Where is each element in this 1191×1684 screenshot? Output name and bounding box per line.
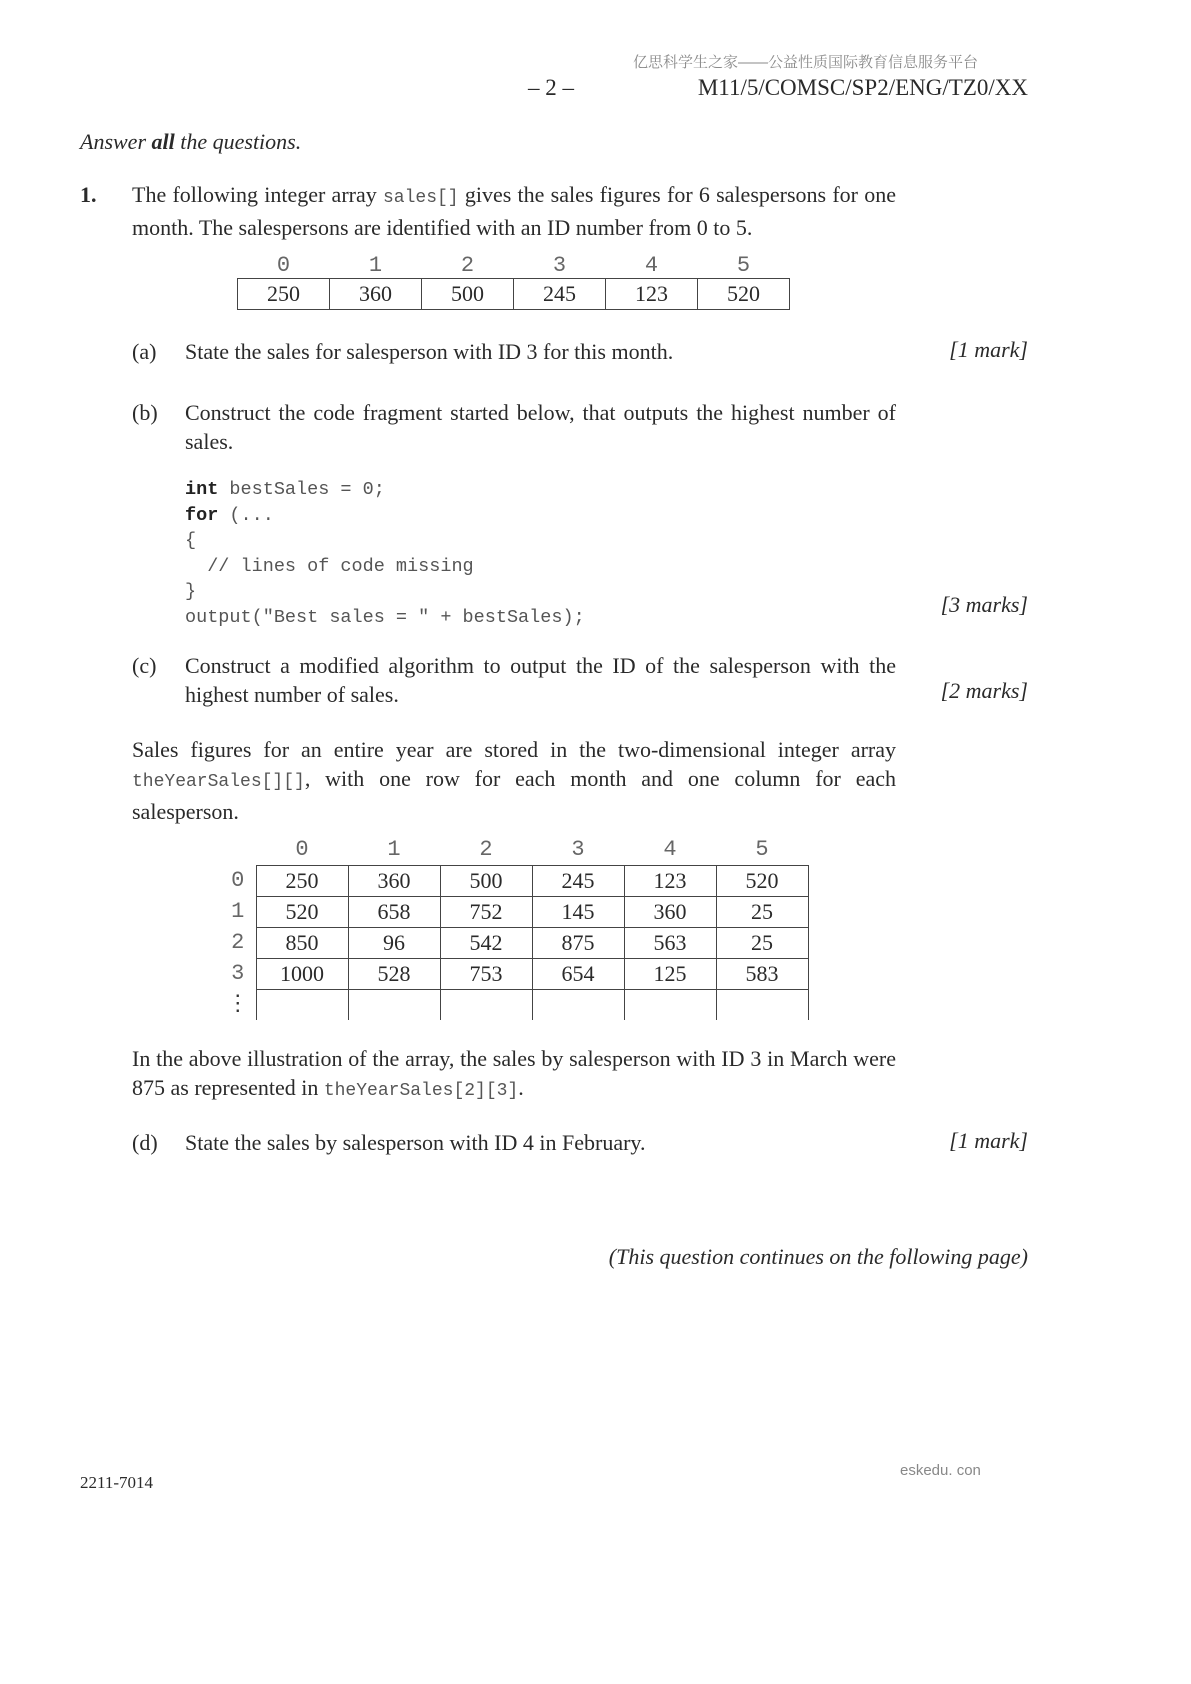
year-column-index: 3: [571, 837, 585, 863]
part-a-mark: [1 mark]: [949, 337, 1028, 362]
year-cell: 563: [624, 927, 716, 958]
year-column-index: 5: [755, 837, 769, 863]
year-cell: 658: [348, 896, 440, 927]
year-cell: 542: [440, 927, 532, 958]
part-c-text: Construct a modified algorithm to output the ID of the salesperson with the highest number of sales.: [185, 653, 896, 707]
year-cell: 753: [440, 958, 532, 989]
code-line-1-rest: bestSales = 0;: [218, 479, 385, 500]
paper-code: 2211-7014: [80, 1473, 154, 1492]
year-row: [220, 958, 808, 989]
year-sales-table: [220, 835, 809, 1020]
year-row-index: 1: [231, 899, 245, 924]
code-line-3: {: [185, 530, 197, 551]
year-cell: 850: [256, 927, 348, 958]
sales-index: 2: [460, 252, 475, 278]
intro-text-a: The following integer array: [132, 182, 383, 207]
year-cell: [624, 989, 716, 1020]
year-cell: 25: [716, 896, 808, 927]
year-cell: 654: [532, 958, 624, 989]
question-intro: [132, 180, 896, 242]
year-row-index: 3: [231, 961, 245, 986]
year-sales-intro: [132, 735, 896, 826]
illustration-text-b: .: [518, 1075, 524, 1100]
year-cell: 520: [716, 865, 808, 896]
page-number: – 2 –: [528, 75, 574, 100]
sales-cell: 360: [330, 279, 422, 310]
year-cell: 25: [716, 927, 808, 958]
year-intro-text-b: , with one row for each month and one column for each salesperson.: [132, 766, 896, 824]
part-b-text: Construct the code fragment started below, that outputs the highest number of sales.: [185, 400, 896, 454]
part-b-mark: [3 marks]: [940, 592, 1028, 617]
year-row-index: ⋮: [226, 992, 249, 1018]
instructions-post: the questions.: [174, 129, 302, 154]
corner-cell: [220, 835, 256, 865]
year-column-index-row: [220, 835, 808, 865]
code-line-1: [185, 477, 585, 503]
part-c-label: (c): [132, 653, 157, 678]
watermark: 亿思科学生之家——公益性质国际教育信息服务平台: [633, 54, 979, 71]
year-cell: [348, 989, 440, 1020]
year-intro-code: theYearSales[][]: [132, 772, 305, 792]
year-cell: [716, 989, 808, 1020]
question-number: 1.: [80, 182, 97, 207]
year-intro-text-a: Sales figures for an entire year are stored in the two-dimensional integer array: [132, 737, 896, 762]
year-cell: 360: [348, 865, 440, 896]
year-cell: 752: [440, 896, 532, 927]
year-cell: [256, 989, 348, 1020]
exam-code: M11/5/COMSC/SP2/ENG/TZ0/XX: [697, 75, 1028, 100]
year-cell: 145: [532, 896, 624, 927]
sales-index: 0: [276, 252, 291, 278]
code-line-5: }: [185, 581, 197, 602]
instructions: [80, 127, 301, 156]
year-cell: 875: [532, 927, 624, 958]
illustration-code: theYearSales[2][3]: [323, 1081, 519, 1101]
sales-cell: 123: [606, 279, 698, 310]
year-row: [220, 896, 808, 927]
intro-text-b: gives the sales figures for 6 salespersons for one month. The salespersons are identified with an ID number from 0 to 5.: [132, 182, 897, 240]
sales-value-row: [238, 279, 790, 310]
year-row: [220, 927, 808, 958]
code-fragment: [185, 477, 585, 630]
part-b-label: (b): [132, 400, 158, 425]
sales-array-table: [237, 252, 790, 310]
sales-cell: 250: [238, 279, 330, 310]
year-column-index: 1: [387, 837, 401, 863]
part-a-text: State the sales for salesperson with ID 3 for this month.: [185, 339, 674, 364]
sales-index-row: [238, 252, 790, 279]
sales-cell: 500: [422, 279, 514, 310]
year-cell: [440, 989, 532, 1020]
part-d-label: (d): [132, 1130, 158, 1155]
part-d-text: State the sales by salesperson with ID 4 in February.: [185, 1130, 646, 1155]
year-cell: 500: [440, 865, 532, 896]
year-row-index: 0: [231, 868, 245, 893]
code-keyword-for: for: [185, 504, 219, 526]
year-cell: 250: [256, 865, 348, 896]
year-cell: [532, 989, 624, 1020]
code-line-2: [185, 503, 585, 529]
year-cell: 245: [532, 865, 624, 896]
instructions-bold: all: [151, 129, 175, 154]
year-cell: 123: [624, 865, 716, 896]
year-cell: 528: [348, 958, 440, 989]
part-d-mark: [1 mark]: [949, 1128, 1028, 1153]
sales-index: 5: [736, 252, 751, 278]
code-line-6: output("Best sales = " + bestSales);: [185, 606, 585, 628]
instructions-pre: Answer: [80, 129, 152, 154]
sales-cell: 520: [698, 279, 790, 310]
intro-code: sales[]: [382, 188, 459, 208]
year-row: [220, 865, 808, 896]
year-cell: 96: [348, 927, 440, 958]
sales-index: 1: [368, 252, 383, 278]
code-line-4: // lines of code missing: [185, 555, 474, 577]
year-cell: 1000: [256, 958, 348, 989]
year-column-index: 2: [479, 837, 493, 863]
code-line-2-rest: (...: [218, 504, 274, 526]
year-cell: 520: [256, 896, 348, 927]
year-row: [220, 989, 808, 1020]
continues-note: (This question continues on the following page): [608, 1244, 1028, 1269]
sales-index: 3: [552, 252, 567, 278]
year-row-index: 2: [231, 930, 245, 955]
code-keyword-int: int: [185, 479, 219, 500]
year-cell: 583: [716, 958, 808, 989]
sales-index: 4: [644, 252, 659, 278]
year-column-index: 4: [663, 837, 677, 863]
part-a-label: (a): [132, 339, 157, 364]
illustration-text-a: In the above illustration of the array, the sales by salesperson with ID 3 in March were 875 as represented in: [132, 1046, 896, 1100]
part-c-mark: [2 marks]: [940, 678, 1028, 703]
year-cell: 125: [624, 958, 716, 989]
year-cell: 360: [624, 896, 716, 927]
year-column-index: 0: [295, 837, 309, 863]
sales-cell: 245: [514, 279, 606, 310]
illustration-text: [132, 1044, 896, 1106]
site-watermark: eskedu. con: [900, 1462, 981, 1479]
